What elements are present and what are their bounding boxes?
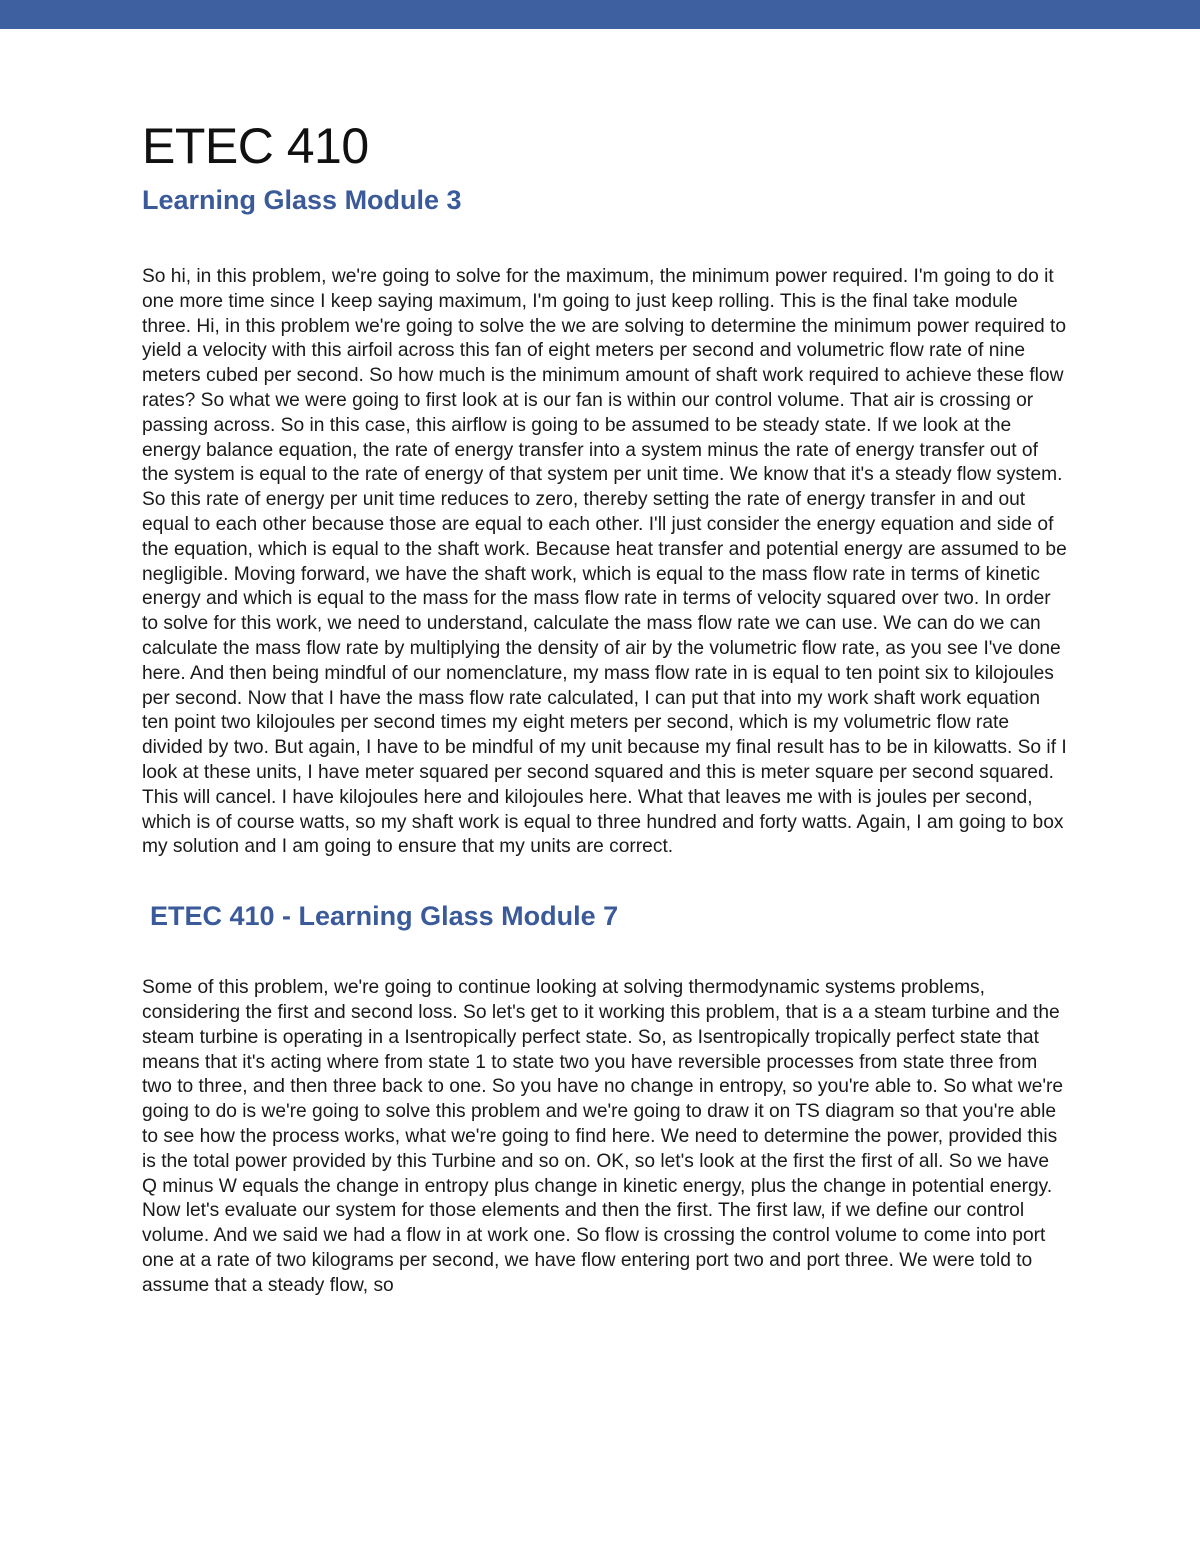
document-body (142, 112, 1067, 1298)
document-title: ETEC 410 (142, 118, 369, 174)
header-bar (0, 0, 1200, 29)
section-heading-module-7: ETEC 410 - Learning Glass Module 7 (150, 901, 619, 932)
section-body-module-7: Some of this problem, we're going to continue looking at solving thermodynamic systems problems, considering the first and second loss. So let's get to it working this problem, that is a a steam turbine and the steam turbine is operating in a Isentropically perfect state. So, as Isentropically tropically perfect state that means that it's acting where from state 1 to state two you have reversible processes from state three from two to three, and then three back to one. So you have no change in entropy, so you're able to. So what we're going to do is we're going to solve this problem and we're going to draw it on TS diagram so that you're able to see how the process works, what we're going to find here. We need to determine the power, provided this is the total power provided by this Turbine and so on. OK, so let's look at the first the first of all. So we have Q minus W equals the change in entropy plus change in kinetic energy, plus the change in potential energy. Now let's evaluate our system for those elements and then the first. The first law, if we define our control volume. And we said we had a flow in at work one. So flow is crossing the control volume to come into port one at a rate of two kilograms per second, we have flow entering port two and port three. We were told to assume that a steady flow, so (142, 977, 1064, 1296)
section-body-module-3: So hi, in this problem, we're going to solve for the maximum, the minimum power required. I'm going to do it one more time since I keep saying maximum, I'm going to just keep rolling. This is the final take module three. Hi, in this problem we're going to solve the we are solving to determine the minimum power required to yield a velocity with this airfoil across this fan of eight meters per second and volumetric flow rate of nine meters cubed per second. So how much is the minimum amount of shaft work required to achieve these flow rates? So what we were going to first look at is our fan is within our control volume. That air is crossing or passing across. So in this case, this airflow is going to be assumed to be steady state. If we look at the energy balance equation, the rate of energy transfer into a system minus the rate of energy transfer out of the system is equal to the rate of energy of that system per unit time. We know that it's a steady flow system. So this rate of energy per unit time reduces to zero, thereby setting the rate of energy transfer in and out equal to each other because those are equal to each other. I'll just consider the energy equation and side of the equation, which is equal to the shaft work. Because heat transfer and potential energy are assumed to be negligible. Moving forward, we have the shaft work, which is equal to the mass flow rate in terms of kinetic energy and which is equal to the mass for the mass flow rate in terms of velocity squared over two. In order to solve for this work, we need to understand, calculate the mass flow rate we can use. We can do we can calculate the mass flow rate by multiplying the density of air by the volumetric flow rate, as you see I've done here. And then being mindful of our nomenclature, my mass flow rate in is equal to ten point six to kilojoules per second. Now that I have the mass flow rate calculated, I can put that into my work shaft work equation ten point two kilojoules per second times my eight meters per second, which is my volumetric flow rate divided by two. But again, I have to be mindful of my unit because my final result has to be in kilowatts. So if I look at these units, I have meter squared per second squared and this is meter square per second squared. This will cancel. I have kilojoules here and kilojoules here. What that leaves me with is joules per second, which is of course watts, so my shaft work is equal to three hundred and forty watts. Again, I am going to box my solution and I am going to ensure that my units are correct. (142, 266, 1067, 858)
section-heading-module-3: Learning Glass Module 3 (142, 185, 462, 215)
